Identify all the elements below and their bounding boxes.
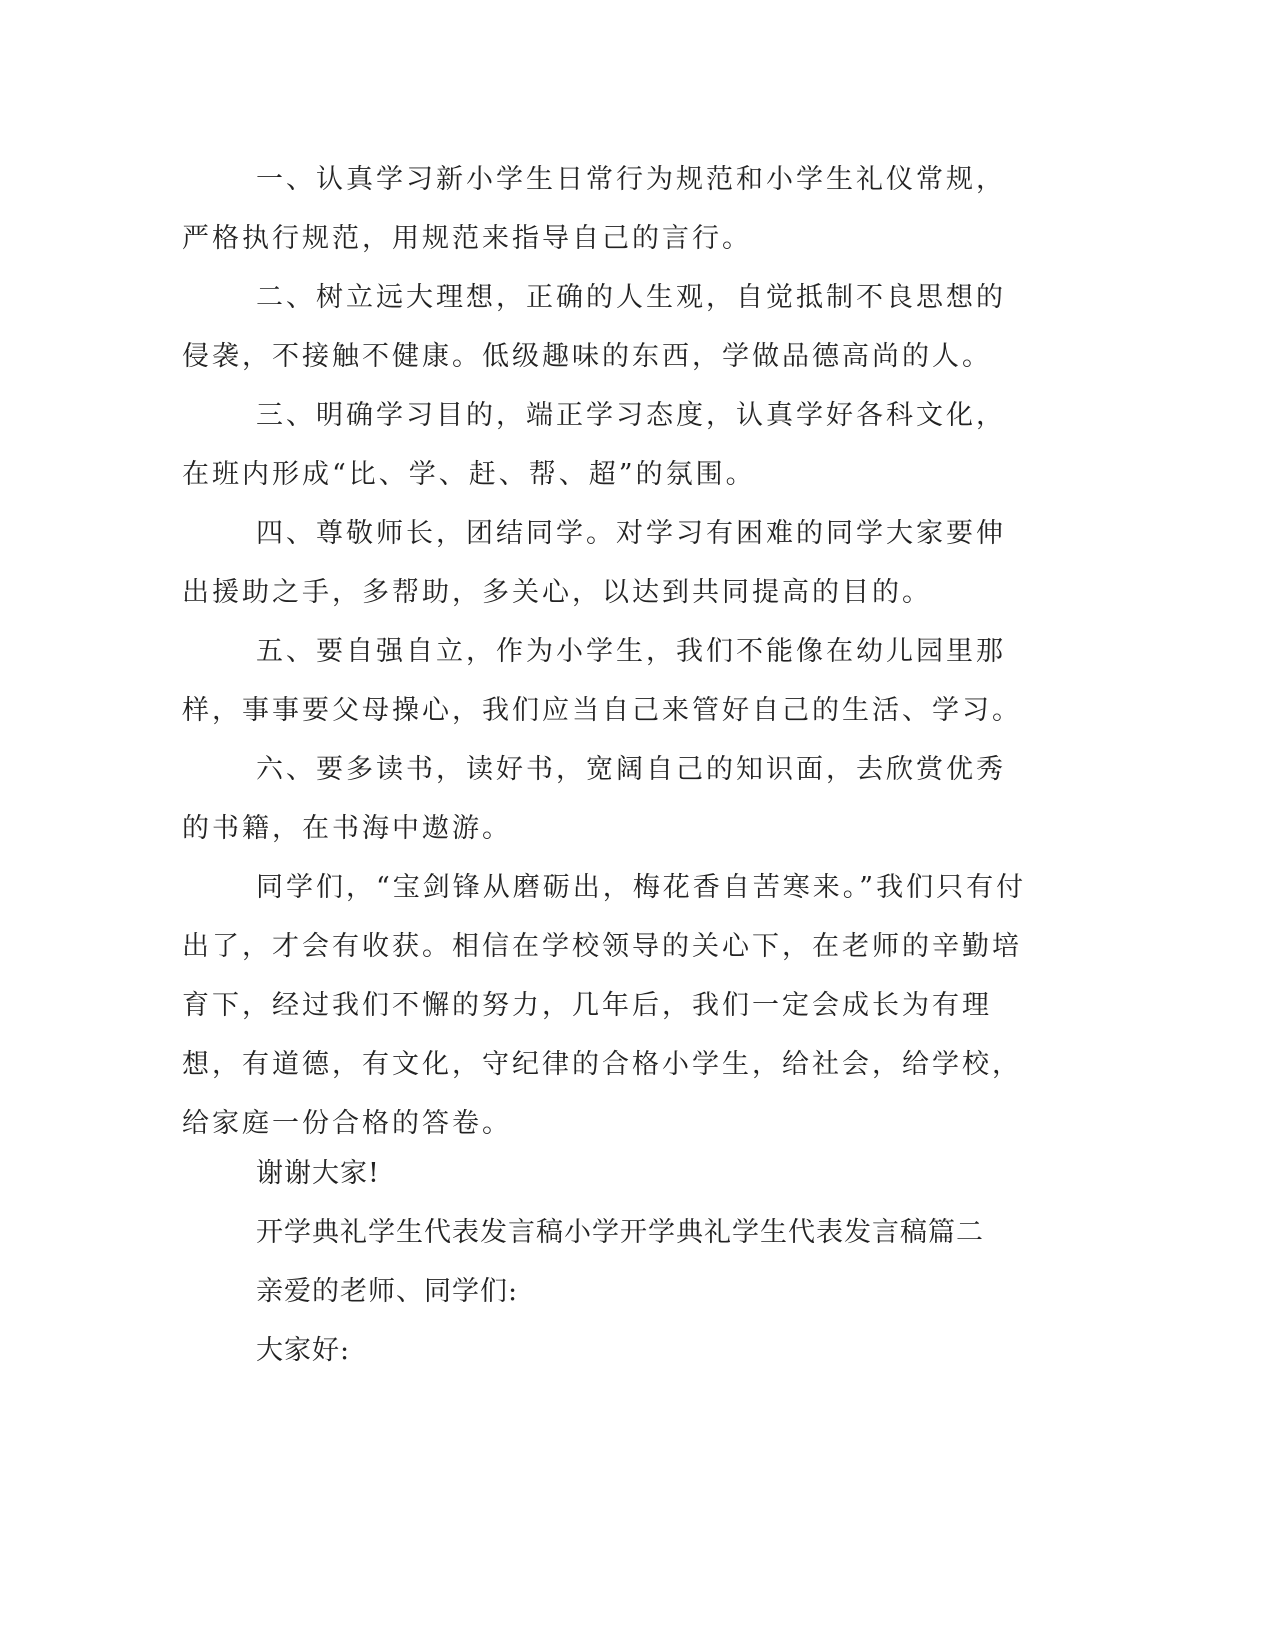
document-page [182,150,1032,1395]
paragraph-6: 六、要多读书，读好书，宽阔自己的知识面，去欣赏优秀的书籍，在书海中遨游。 [182,754,1006,844]
paragraph-1: 一、认真学习新小学生日常行为规范和小学生礼仪常规，严格执行规范，用规范来指导自己的言行。 [182,164,1006,254]
thanks-line: 谢谢大家! [256,1158,380,1189]
paragraph-7: 同学们，“宝剑锋从磨砺出，梅花香自苦寒来。”我们只有付出了，才会有收获。相信在学校领导的关心下，在老师的辛勤培育下，经过我们不懈的努力，几年后，我们一定会成长为有理想，有道德，有文化，守纪律的合格小学生，给社会，给学校，给家庭一份合格的答卷。 [182,872,1027,1139]
paragraph-3: 三、明确学习目的，端正学习态度，认真学好各科文化，在班内形成“比、学、赶、帮、超”的氛围。 [182,400,1006,490]
salutation-line: 亲爱的老师、同学们: [256,1276,519,1307]
paragraph-2: 二、树立远大理想，正确的人生观，自觉抵制不良思想的侵袭，不接触不健康。低级趣味的东西，学做品德高尚的人。 [182,282,1006,372]
section-title: 开学典礼学生代表发言稿小学开学典礼学生代表发言稿篇二 [256,1217,984,1248]
paragraph-5: 五、要自强自立，作为小学生，我们不能像在幼儿园里那样，事事要父母操心，我们应当自己来管好自己的生活、学习。 [182,636,1022,726]
greeting-line: 大家好: [256,1335,351,1366]
paragraph-4: 四、尊敬师长，团结同学。对学习有困难的同学大家要伸出援助之手，多帮助，多关心，以达到共同提高的目的。 [182,518,1006,608]
